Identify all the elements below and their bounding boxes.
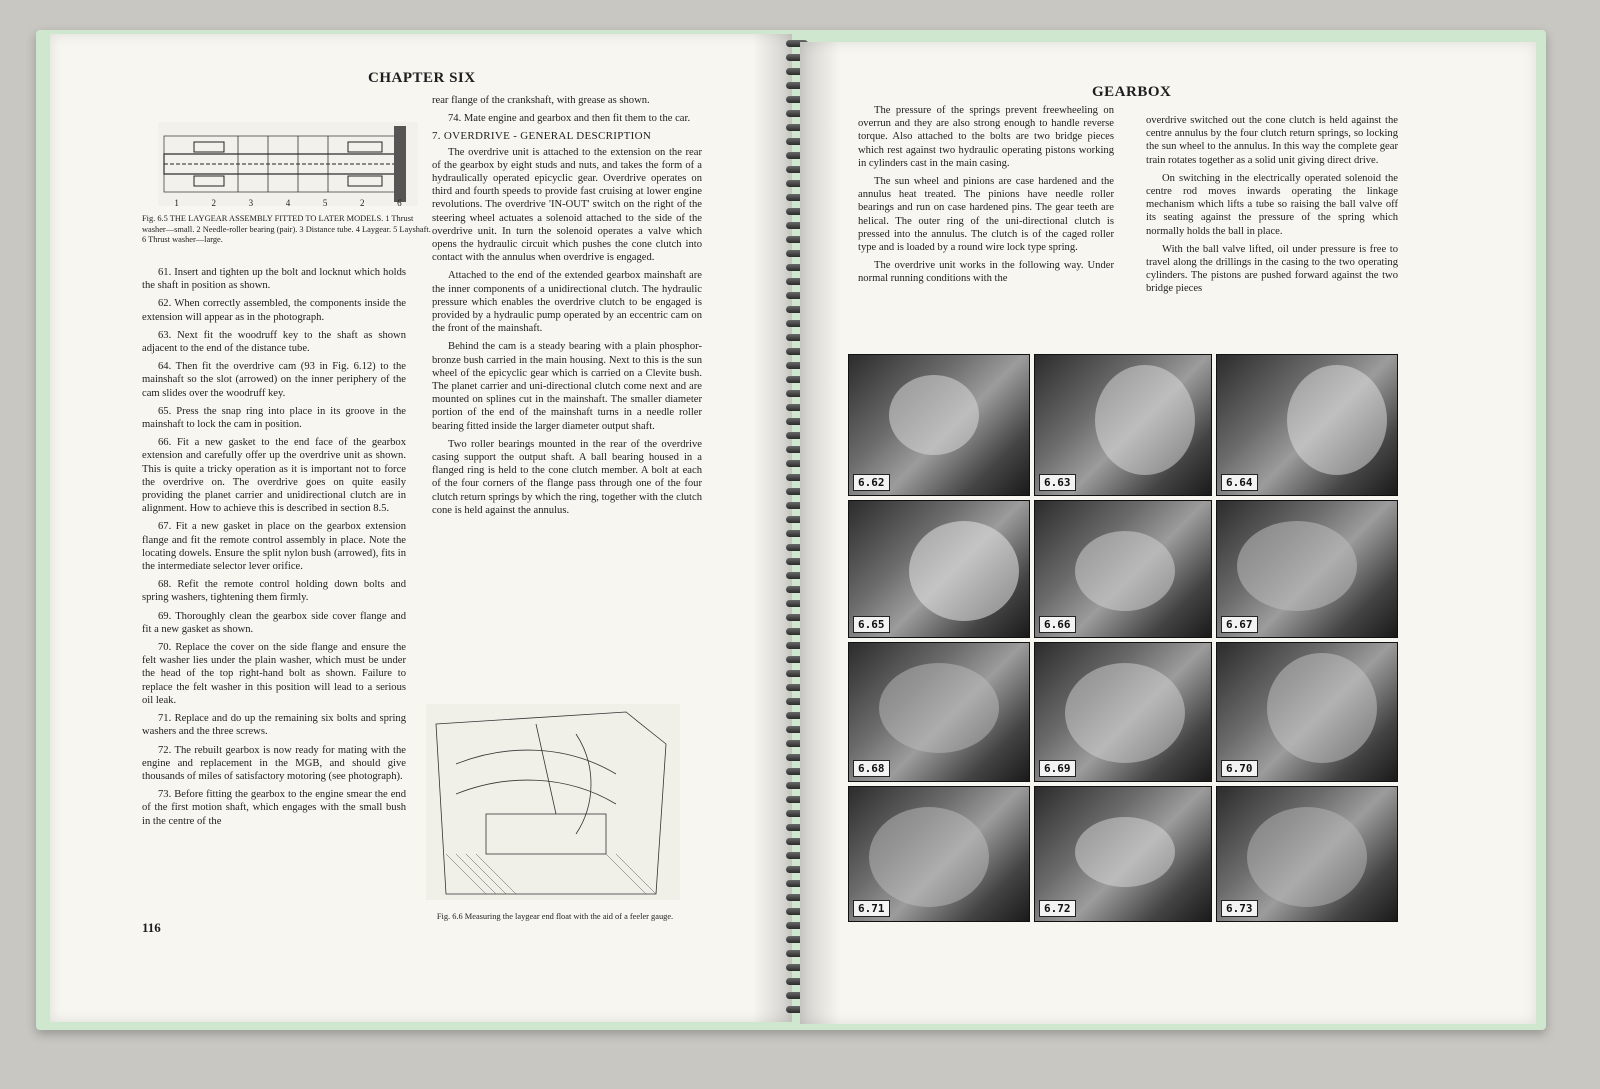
paragraph: 63. Next fit the woodruff key to the shaft as shown adjacent to the end of the distance tube. bbox=[142, 329, 406, 355]
paragraph: 65. Press the snap ring into place in its groove in the mainshaft to lock the cam in position. bbox=[142, 405, 406, 431]
photo-6-70 bbox=[1216, 642, 1398, 782]
right-column bbox=[1146, 114, 1398, 366]
feeler-gauge-drawing bbox=[426, 704, 680, 900]
paragraph: The overdrive unit works in the following way. Under normal running conditions with the bbox=[858, 260, 1114, 285]
paragraph: 68. Refit the remote control holding down bolts and spring washers, tightening them firmly. bbox=[142, 579, 406, 604]
laygear-drawing bbox=[158, 122, 418, 206]
gutter-shadow bbox=[800, 42, 840, 1024]
paragraph: Attached to the end of the extended gearbox mainshaft are the inner components of a unidirectional clutch. The hydraulic pressure which enables the overdrive clutch to be engaged is provided by a hydraulic pump operated by an eccentric cam on the front of the mainshaft. bbox=[432, 270, 702, 335]
fig-6-5-caption: Fig. 6.5 THE LAYGEAR ASSEMBLY FITTED TO LATER MODELS. 1 Thrust washer—small. 2 Needle-roller bearing (pair). 3 Distance tube. 4 Laygear. 5 Layshaft. 6 Thrust washer—large. bbox=[142, 214, 431, 244]
paragraph: 69. Thoroughly clean the gearbox side cover flange and fit a new gasket as shown. bbox=[142, 610, 406, 635]
photo-grid bbox=[848, 354, 1398, 920]
paragraph: The sun wheel and pinions are case hardened and the annulus heat treated. The pinions have needle roller bearings and run on case hardened pins. The gear teeth are helical. The outer ring of the uni-directional clutch is pressed into the annulus. The clutch is of the caged roller type and is loaded by a round wire lock type spring. bbox=[858, 176, 1114, 254]
photo-6-66 bbox=[1034, 500, 1212, 638]
photo-label: 6.72 bbox=[1039, 900, 1076, 917]
callout: 3 bbox=[248, 198, 254, 208]
section-heading: 7. OVERDRIVE - GENERAL DESCRIPTION bbox=[432, 130, 652, 143]
paragraph: 61. Insert and tighten up the bolt and locknut which holds the shaft in position as shown. bbox=[142, 267, 406, 292]
paragraph: 71. Replace and do up the remaining six bolts and spring washers and the three screws. bbox=[142, 713, 406, 738]
paragraph: 62. When correctly assembled, the components inside the extension will appear as in the photograph. bbox=[142, 298, 406, 323]
photo-6-63 bbox=[1034, 354, 1212, 496]
right-column bbox=[432, 94, 702, 704]
callout: 4 bbox=[285, 198, 291, 208]
paragraph: On switching in the electrically operated solenoid the centre rod moves inwards operating the linkage mechanism which lifts a tube so raising the ball valve off its seating against the pressure of the spring which normally holds the ball in place. bbox=[1146, 172, 1398, 237]
paragraph: Behind the cam is a steady bearing with a plain phosphor-bronze bush carried in the main housing. Next to this is the sun wheel of the epicyclic gear which is carried on a Clevite bush. The planet carrier and uni-directional clutch come next and are mounted on splines cut in the mainshaft. The smaller diameter portion of the end of the mainshaft turns in a needle roller bearing fitted inside the larger diameter output shaft. bbox=[432, 341, 702, 432]
photo-label: 6.62 bbox=[853, 474, 890, 491]
fig-6-6-caption: Fig. 6.6 Measuring the laygear end float with the aid of a feeler gauge. bbox=[436, 912, 674, 921]
paragraph: Two roller bearings mounted in the rear of the overdrive casing support the output shaft. A ball bearing housed in a flanged ring is held to the cone clutch member. A bolt at each of the four corners of the flange pass through one of the four clutch return springs by which the ring, together with the clutch cone is held against the annulus. bbox=[432, 438, 702, 516]
photo-6-67 bbox=[1216, 500, 1398, 638]
callout: 5 bbox=[322, 198, 328, 208]
photo-label: 6.64 bbox=[1221, 474, 1258, 491]
left-column bbox=[858, 104, 1114, 366]
right-page bbox=[800, 42, 1536, 1024]
photo-6-71 bbox=[848, 786, 1030, 922]
paragraph: 64. Then fit the overdrive cam (93 in Fig. 6.12) to the mainshaft so the slot (arrowed) on the inner periphery of the cam slides over the woodruff key. bbox=[142, 361, 406, 399]
photo-6-72 bbox=[1034, 786, 1212, 922]
callout: 2 bbox=[360, 198, 365, 208]
paragraph: 66. Fit a new gasket to the end face of the gearbox extension and carefully offer up the overdrive unit as shown. This is quite a tricky operation as it is important not to force the overdrive on. The overdrive goes on quite easily providing the planet carrier and unidirectional clutch are in alignment. How to achieve this is described in section 8.5. bbox=[142, 437, 406, 515]
paragraph: overdrive switched out the cone clutch is held against the centre annulus by the four clutch return springs, so locking the sun wheel to the annulus. In this way the complete gear train rotates together as a solid unit giving direct drive. bbox=[1146, 115, 1398, 166]
left-column bbox=[142, 266, 406, 938]
page-number: 116 bbox=[142, 920, 161, 935]
callout-numbers bbox=[158, 198, 418, 208]
paragraph: 73. Before fitting the gearbox to the engine smear the end of the first motion shaft, which engages with the small bush in the centre of the bbox=[142, 789, 406, 827]
photo-6-68 bbox=[848, 642, 1030, 782]
photo-6-69 bbox=[1034, 642, 1212, 782]
photo-label: 6.68 bbox=[853, 760, 890, 777]
paragraph: With the ball valve lifted, oil under pressure is free to travel along the drillings in the casing to the two operating cylinders. The pistons are pushed forward against the two bridge pieces bbox=[1146, 243, 1398, 295]
feeler-gauge-sketch bbox=[426, 704, 680, 900]
callout: 6 bbox=[397, 198, 402, 208]
paragraph: 67. Fit a new gasket in place on the gearbox extension flange and fit the remote control assembly in place. Note the locating dowels. Ensure the split nylon bush (arrowed), fits in the intermediate selector lever orifice. bbox=[142, 521, 406, 573]
photo-6-65 bbox=[848, 500, 1030, 638]
photo-label: 6.70 bbox=[1221, 760, 1258, 777]
photo-6-62 bbox=[848, 354, 1030, 496]
paragraph: 72. The rebuilt gearbox is now ready for mating with the engine and replacement in the MGB, and should give thousands of miles of satisfactory motoring (see photograph). bbox=[142, 744, 406, 782]
running-head: GEARBOX bbox=[1092, 84, 1172, 100]
paragraph: The overdrive unit is attached to the extension on the rear of the gearbox by eight studs and nuts, and takes the form of a hydraulically operated epicyclic gear. Overdrive operates on third and fourth speeds to provide fast cruising at lower engine revolutions. The overdrive 'IN-OUT' switch on the right of the steering wheel actuates a solenoid attached to the side of the overdrive unit. In turn the solenoid operates a valve which opens the hydraulic circuit which pushes the cone clutch into contact with the annulus when overdrive is engaged. bbox=[432, 146, 702, 264]
photo-label: 6.65 bbox=[853, 616, 890, 633]
left-page bbox=[50, 34, 792, 1022]
paragraph: The pressure of the springs prevent freewheeling on overrun and they are also strong enough to handle reverse torque. Also attached to the bolts are two bridge pieces which rest against two hydraulic operating pistons working in cylinders cast in the main casing. bbox=[858, 105, 1114, 169]
paragraph: rear flange of the crankshaft, with grease as shown. bbox=[432, 95, 650, 106]
paragraph: 70. Replace the cover on the side flange and ensure the felt washer lies under the plain washer, which must be under the head of the top right-hand bolt as shown. Failure to replace the felt washer in this position will lead to a serious oil leak. bbox=[142, 642, 406, 706]
photo-label: 6.71 bbox=[853, 900, 890, 917]
callout: 2 bbox=[211, 198, 216, 208]
photo-label: 6.69 bbox=[1039, 760, 1076, 777]
photo-label: 6.63 bbox=[1039, 474, 1076, 491]
callout: 1 bbox=[174, 198, 179, 208]
photo-label: 6.73 bbox=[1221, 900, 1258, 917]
photo-label: 6.67 bbox=[1221, 616, 1258, 633]
paragraph: 74. Mate engine and gearbox and then fit them to the car. bbox=[448, 113, 691, 125]
photo-label: 6.66 bbox=[1039, 616, 1076, 633]
laygear-diagram bbox=[158, 122, 418, 206]
running-head: CHAPTER SIX bbox=[368, 70, 476, 86]
photo-6-64 bbox=[1216, 354, 1398, 496]
photo-6-73 bbox=[1216, 786, 1398, 922]
